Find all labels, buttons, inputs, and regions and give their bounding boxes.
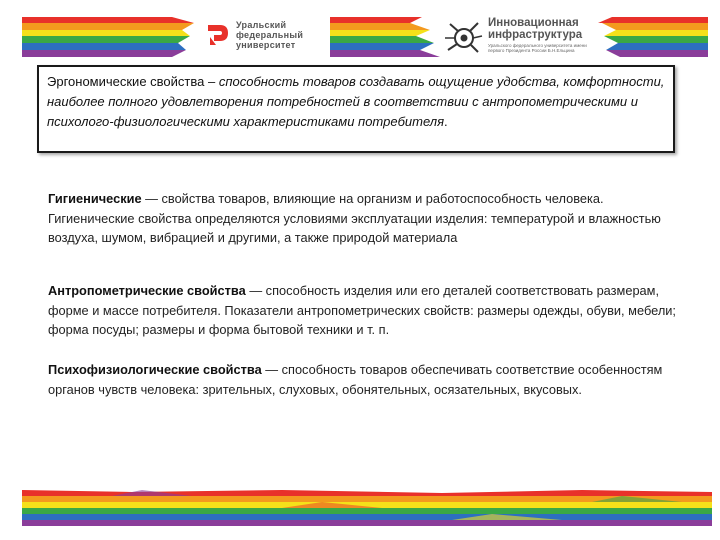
definition-end: .: [444, 114, 448, 129]
urfu-logo-text: [236, 20, 303, 50]
header-stripes-left: [22, 17, 194, 57]
header-stripes-right: [598, 17, 708, 57]
infrastructure-logo: [488, 17, 598, 59]
urfu-logo-line: университет: [236, 40, 296, 50]
paragraph-term: Гигиенические: [48, 191, 142, 206]
infrastructure-robot-icon: [442, 18, 484, 58]
infra-logo-title-line: инфраструктура: [488, 29, 583, 41]
infra-logo-subtitle: Уральского федерального университета имени первого Президента России Б.Н.Ельцина: [488, 43, 587, 53]
urfu-logo-line: федеральный: [236, 30, 304, 40]
footer-stripes: [22, 490, 712, 526]
urfu-logo-mark-icon: [206, 21, 232, 47]
paragraph-text: — способность товаров обеспечивать соответствие особенностям органов чувств человека: зрительных, слуховых, обонятельных, осязательных, вкусовых.: [48, 362, 663, 397]
definition-text: способность товаров создавать ощущение удобства, комфортности, наиболее полного удовлетворения потребностей в соответствии с антропометрическими и психолого-физиологическими характеристиками потребителя: [47, 74, 665, 129]
paragraph-term: Психофизиологические свойства: [48, 362, 262, 377]
definition-term: Эргономические свойства: [47, 74, 205, 89]
urfu-logo-line: Уральский: [236, 20, 287, 30]
definition-box: [37, 65, 675, 153]
definition-dash: –: [204, 74, 219, 89]
paragraph-psychophysiological: [48, 360, 693, 399]
header-stripes-middle: [330, 17, 440, 57]
paragraph-hygienic: [48, 189, 693, 248]
paragraph-text: — свойства товаров, влияющие на организм и работоспособность человека. Гигиенические свойства определяются условиями эксплуатации изделия: температурой и влажностью воздуха, шумом, вибрацией и другими, а также природой материала: [48, 191, 661, 245]
paragraph-anthropometric: [48, 281, 693, 340]
paragraph-term: Антропометрические свойства: [48, 283, 246, 298]
infra-logo-title-line: Инновационная: [488, 17, 579, 29]
urfu-logo: [206, 17, 326, 57]
paragraph-text: — способность изделия или его деталей соответствовать размерам, форме и массе потребителя. Показатели антропометрических свойств: размеры одежды, обуви, мебели; форма посуды; размеры и форма бытовой техники и т. п.: [48, 283, 676, 337]
